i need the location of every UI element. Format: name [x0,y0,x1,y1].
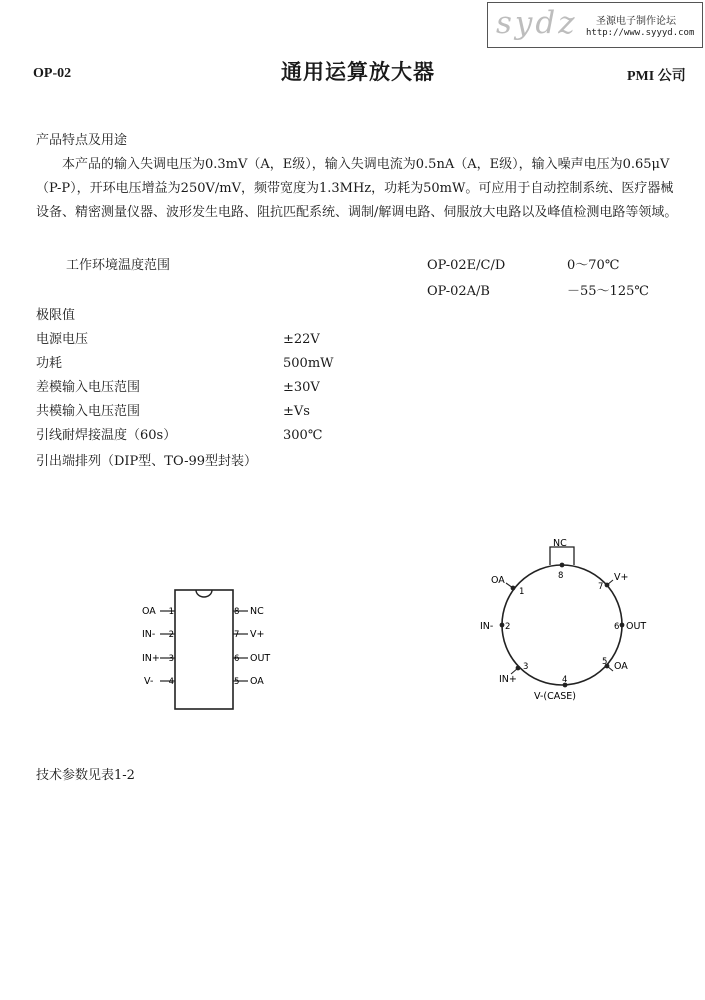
dip-pin-8 [233,606,264,617]
to99-package-diagram [470,533,670,713]
dip-pin-7 [233,629,264,640]
limit-label: 共模输入电压范围 [36,404,141,419]
footer-note: 技术参数见表1-2 [36,768,135,783]
to99-pin-number: 3 [523,662,529,672]
limit-value: ±30V [283,380,320,395]
to99-pin-7 [598,572,628,592]
to99-pin-number: 8 [558,571,564,581]
limit-label: 功耗 [36,356,63,371]
to99-pin-name: OA [614,661,628,672]
dip-pin-number: 1 [168,607,174,617]
to99-pin-number: 6 [614,622,620,632]
limit-value: 500mW [283,356,334,371]
to99-pin-name: OUT [626,621,647,632]
pinout-label: 引出端排列（DIP型、TO-99型封装） [36,454,258,469]
dip-pin-number: 2 [168,630,174,640]
limit-label: 引线耐焊接温度（60s） [36,428,177,443]
to99-pin-number: 5 [602,657,608,667]
to99-pin-8 [553,538,567,581]
limits-heading: 极限值 [36,308,76,323]
dip-pin-number: 6 [234,654,240,664]
dip-pin-3 [142,653,175,664]
temp-row-model: OP-02A/B [427,284,490,299]
dip-pin-1 [142,606,175,617]
to99-tab [550,547,574,565]
dip-pin-name: OA [250,676,264,687]
to99-pin-5 [602,657,628,672]
watermark [487,2,703,48]
temp-row-range: 0～70℃ [567,258,620,273]
dip-pin-number: 8 [234,607,240,617]
limit-value: ±Vs [283,404,310,419]
dip-pin-name: V+ [250,629,265,640]
to99-pin-name: IN+ [499,674,517,685]
dip-pin-name: OA [142,606,156,617]
to99-pin-name: V-(CASE) [534,691,576,702]
watermark-url: http://www.syyyd.com [586,28,695,38]
dip-pin-2 [142,629,175,640]
dip-pin-6 [233,653,270,664]
dip-pin-5 [233,676,264,687]
temp-row-range: －55～125℃ [567,284,649,299]
limit-value: ±22V [283,332,320,347]
to99-pin-6 [614,621,646,632]
limit-value: 300℃ [283,428,323,443]
limit-label: 差模输入电压范围 [36,380,141,395]
to99-pin-name: V+ [614,572,629,583]
to99-pin-number: 1 [519,587,525,597]
dip-package-diagram [130,585,280,715]
limit-label: 电源电压 [36,332,89,347]
to99-pin-4 [534,675,576,702]
watermark-site-name: 圣源电子制作论坛 [596,16,676,27]
to99-pin-name: OA [491,575,505,586]
temp-range-label: 工作环境温度范围 [66,258,171,273]
temp-row-model: OP-02E/C/D [427,258,506,273]
dip-pin-number: 4 [168,677,174,687]
manufacturer: PMI 公司 [627,69,686,84]
dip-pin-number: 3 [168,654,174,664]
to99-pin-3 [499,662,528,685]
watermark-logo: sydz [496,5,578,41]
to99-pin-name: NC [553,538,567,549]
to99-pin-1 [491,575,524,597]
to99-pin-number: 2 [505,622,511,632]
dip-body [175,590,233,709]
dip-pin-number: 7 [234,630,240,640]
model-number: OP-02 [33,66,72,81]
dip-notch [196,590,212,597]
features-paragraph: 本产品的输入失调电压为0.3mV（A，E级），输入失调电流为0.5nA（A，E级），输入噪声电压为0.65μV（P-P），开环电压增益为250V/mV，频带宽度为1.3MHz，功耗为50mW。可应用于自动控制系统、医疗器械设备、精密测量仪器、波形发生电路、阻抗匹配系统、调制/解调电路、伺服放大电路以及峰值检测电路等领域。 [36,157,678,220]
dip-pin-name: OUT [250,653,271,664]
dip-pin-name: IN- [142,629,156,640]
dip-pin-name: NC [250,606,264,617]
dip-pin-name: V- [144,676,154,687]
features-heading: 产品特点及用途 [36,133,128,148]
page-title: 通用运算放大器 [281,60,435,84]
dip-pin-number: 5 [234,677,240,687]
to99-pin-number: 7 [598,582,604,592]
to99-pin-number: 4 [562,675,568,685]
to99-pin-name: IN- [480,621,494,632]
dip-pin-4 [144,676,175,687]
dip-pin-name: IN+ [142,653,160,664]
to99-pin-2 [480,621,510,632]
